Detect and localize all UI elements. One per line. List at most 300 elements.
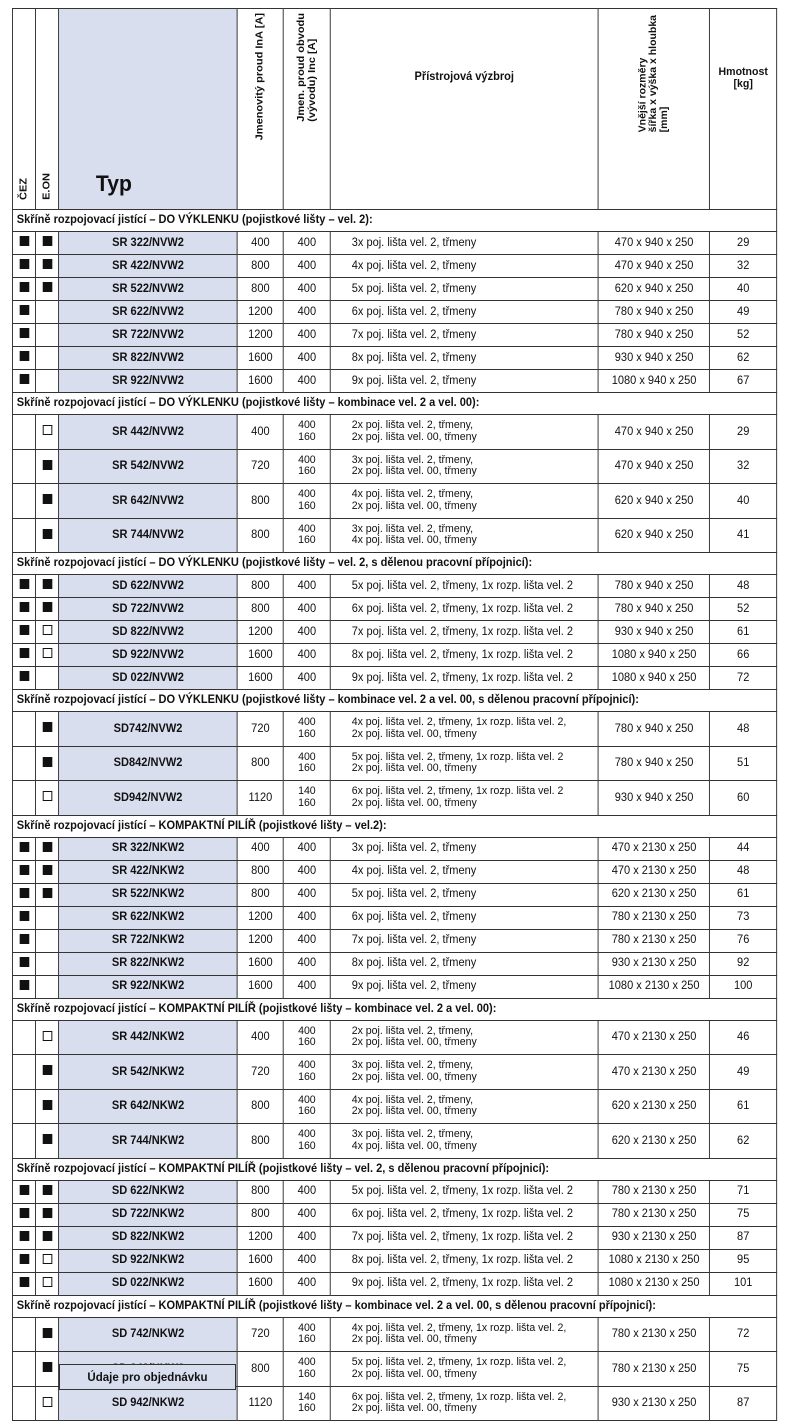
eon-marker xyxy=(36,644,59,667)
weight-cell: 61 xyxy=(710,1089,777,1124)
type-cell: SR 642/NVW2 xyxy=(59,484,237,519)
filled-square-icon xyxy=(19,1277,29,1287)
table-row xyxy=(12,324,776,347)
type-cell: SR 622/NKW2 xyxy=(59,906,237,929)
cez-marker xyxy=(12,347,35,370)
weight-cell: 52 xyxy=(710,598,777,621)
filled-square-icon xyxy=(19,259,29,269)
weight-cell: 72 xyxy=(710,667,777,690)
dimensions-cell: 620 x 940 x 250 xyxy=(598,484,709,519)
section-title: Skříně rozpojovací jistící – DO VÝKLENKU (pojistkové lišty – vel. 2): xyxy=(12,210,776,232)
cez-marker xyxy=(12,860,35,883)
dimensions-cell: 1080 x 2130 x 250 xyxy=(598,1249,709,1272)
circuit-current-cell: 400 xyxy=(284,1180,330,1203)
filled-square-icon xyxy=(19,911,29,921)
type-cell: SR 822/NKW2 xyxy=(59,952,237,975)
section-title: Skříně rozpojovací jistící – KOMPAKTNÍ PILÍŘ (pojistkové lišty – kombinace vel. 2 a vel. 00): xyxy=(12,998,776,1020)
circuit-current-cell: 400 xyxy=(284,929,330,952)
table-row xyxy=(12,975,776,998)
dimensions-cell: 780 x 2130 x 250 xyxy=(598,906,709,929)
rated-current-cell: 1120 xyxy=(237,781,283,816)
equipment-cell: 6x poj. lišta vel. 2, třmeny, 1x rozp. lišta vel. 2, 2x poj. lišta vel. 00, třmeny xyxy=(330,1386,598,1421)
dimensions-cell: 780 x 2130 x 250 xyxy=(598,1203,709,1226)
rated-current-cell: 800 xyxy=(237,1352,283,1387)
table-row xyxy=(12,712,776,747)
circuit-current-cell: 400 xyxy=(284,324,330,347)
rated-current-cell: 800 xyxy=(237,746,283,781)
equipment-cell: 3x poj. lišta vel. 2, třmeny xyxy=(330,837,598,860)
table-row xyxy=(12,929,776,952)
eon-marker xyxy=(36,278,59,301)
circuit-current-cell: 400 xyxy=(284,575,330,598)
table-row xyxy=(12,278,776,301)
type-cell: SD 922/NKW2 xyxy=(59,1249,237,1272)
type-cell: SD 942/NKW2 xyxy=(59,1386,237,1421)
table-row xyxy=(12,781,776,816)
circuit-current-cell: 400 xyxy=(284,301,330,324)
dimensions-cell: 1080 x 2130 x 250 xyxy=(598,975,709,998)
circuit-current-cell: 400 xyxy=(284,370,330,393)
eon-marker xyxy=(36,1352,59,1387)
type-cell: SR 744/NVW2 xyxy=(59,518,237,553)
circuit-current-cell: 140 160 xyxy=(284,1386,330,1421)
circuit-current-cell: 140 160 xyxy=(284,781,330,816)
cez-marker xyxy=(12,952,35,975)
circuit-current-cell: 400 xyxy=(284,621,330,644)
filled-square-icon xyxy=(43,1185,53,1195)
type-cell: SR 922/NKW2 xyxy=(59,975,237,998)
type-cell: SR 822/NVW2 xyxy=(59,347,237,370)
header-rozmery: Vnější rozměry šířka x výška x hloubka [mm] xyxy=(598,9,709,210)
circuit-current-cell: 400 xyxy=(284,975,330,998)
eon-marker xyxy=(36,1386,59,1421)
type-cell: SR 722/NKW2 xyxy=(59,929,237,952)
equipment-cell: 5x poj. lišta vel. 2, třmeny xyxy=(330,883,598,906)
weight-cell: 61 xyxy=(710,621,777,644)
table-row xyxy=(12,837,776,860)
eon-marker xyxy=(36,975,59,998)
eon-marker xyxy=(36,484,59,519)
empty-square-icon xyxy=(43,1277,53,1287)
filled-square-icon xyxy=(19,305,29,315)
filled-square-icon xyxy=(19,957,29,967)
eon-marker xyxy=(36,1055,59,1090)
table-row xyxy=(12,484,776,519)
circuit-current-cell: 400 160 xyxy=(284,1089,330,1124)
table-header-row xyxy=(12,9,776,210)
eon-marker xyxy=(36,324,59,347)
weight-cell: 72 xyxy=(710,1317,777,1352)
type-cell: SD 022/NVW2 xyxy=(59,667,237,690)
filled-square-icon xyxy=(19,648,29,658)
equipment-cell: 6x poj. lišta vel. 2, třmeny xyxy=(330,301,598,324)
dimensions-cell: 470 x 2130 x 250 xyxy=(598,860,709,883)
equipment-cell: 5x poj. lišta vel. 2, třmeny, 1x rozp. lišta vel. 2, 2x poj. lišta vel. 00, třmeny xyxy=(330,1352,598,1387)
equipment-cell: 9x poj. lišta vel. 2, třmeny, 1x rozp. lišta vel. 2 xyxy=(330,667,598,690)
cez-marker xyxy=(12,1226,35,1249)
equipment-cell: 8x poj. lišta vel. 2, třmeny xyxy=(330,347,598,370)
dimensions-cell: 930 x 2130 x 250 xyxy=(598,1386,709,1421)
cez-marker xyxy=(12,746,35,781)
rated-current-cell: 400 xyxy=(237,837,283,860)
section-header-row xyxy=(12,690,776,712)
rated-current-cell: 720 xyxy=(237,712,283,747)
header-jmenovity-proud: Jmenovitý proud InA [A] xyxy=(237,9,283,210)
rated-current-cell: 1200 xyxy=(237,301,283,324)
weight-cell: 48 xyxy=(710,575,777,598)
eon-marker xyxy=(36,837,59,860)
equipment-cell: 3x poj. lišta vel. 2, třmeny xyxy=(330,232,598,255)
weight-cell: 49 xyxy=(710,1055,777,1090)
weight-cell: 87 xyxy=(710,1386,777,1421)
table-row xyxy=(12,415,776,450)
equipment-cell: 7x poj. lišta vel. 2, třmeny, 1x rozp. lišta vel. 2 xyxy=(330,1226,598,1249)
weight-cell: 32 xyxy=(710,255,777,278)
eon-marker xyxy=(36,929,59,952)
filled-square-icon xyxy=(19,625,29,635)
table-row xyxy=(12,232,776,255)
circuit-current-cell: 400 160 xyxy=(284,415,330,450)
dimensions-cell: 470 x 2130 x 250 xyxy=(598,1020,709,1055)
weight-cell: 73 xyxy=(710,906,777,929)
filled-square-icon xyxy=(19,980,29,990)
cez-marker xyxy=(12,781,35,816)
eon-marker xyxy=(36,667,59,690)
eon-marker xyxy=(36,370,59,393)
equipment-cell: 6x poj. lišta vel. 2, třmeny xyxy=(330,906,598,929)
eon-marker xyxy=(36,746,59,781)
table-row xyxy=(12,1180,776,1203)
circuit-current-cell: 400 xyxy=(284,1272,330,1295)
header-typ: Typ xyxy=(59,9,237,210)
weight-cell: 40 xyxy=(710,484,777,519)
cez-marker xyxy=(12,667,35,690)
eon-marker xyxy=(36,883,59,906)
rated-current-cell: 800 xyxy=(237,278,283,301)
eon-marker xyxy=(36,1180,59,1203)
section-header-row xyxy=(12,210,776,232)
eon-marker xyxy=(36,1203,59,1226)
table-row xyxy=(12,255,776,278)
rated-current-cell: 800 xyxy=(237,1180,283,1203)
circuit-current-cell: 400 xyxy=(284,952,330,975)
rated-current-cell: 800 xyxy=(237,598,283,621)
type-cell: SD942/NVW2 xyxy=(59,781,237,816)
table-row xyxy=(12,598,776,621)
cez-marker xyxy=(12,975,35,998)
cez-marker xyxy=(12,415,35,450)
section-header-row xyxy=(12,553,776,575)
rated-current-cell: 1600 xyxy=(237,1272,283,1295)
table-row xyxy=(12,621,776,644)
circuit-current-cell: 400 160 xyxy=(284,1055,330,1090)
dimensions-cell: 780 x 940 x 250 xyxy=(598,301,709,324)
dimensions-cell: 470 x 940 x 250 xyxy=(598,449,709,484)
dimensions-cell: 780 x 940 x 250 xyxy=(598,746,709,781)
equipment-cell: 9x poj. lišta vel. 2, třmeny xyxy=(330,975,598,998)
circuit-current-cell: 400 160 xyxy=(284,746,330,781)
eon-marker xyxy=(36,860,59,883)
equipment-cell: 3x poj. lišta vel. 2, třmeny, 4x poj. lišta vel. 00, třmeny xyxy=(330,1124,598,1159)
weight-cell: 95 xyxy=(710,1249,777,1272)
weight-cell: 87 xyxy=(710,1226,777,1249)
equipment-cell: 3x poj. lišta vel. 2, třmeny, 4x poj. lišta vel. 00, třmeny xyxy=(330,518,598,553)
type-cell: SR 642/NKW2 xyxy=(59,1089,237,1124)
equipment-cell: 8x poj. lišta vel. 2, třmeny, 1x rozp. lišta vel. 2 xyxy=(330,1249,598,1272)
empty-square-icon xyxy=(43,625,53,635)
type-cell: SR 542/NKW2 xyxy=(59,1055,237,1090)
eon-marker xyxy=(36,1089,59,1124)
type-cell: SR 322/NKW2 xyxy=(59,837,237,860)
rated-current-cell: 1600 xyxy=(237,667,283,690)
cez-marker xyxy=(12,324,35,347)
weight-cell: 48 xyxy=(710,712,777,747)
type-cell: SR 322/NVW2 xyxy=(59,232,237,255)
filled-square-icon xyxy=(43,722,53,732)
eon-marker xyxy=(36,449,59,484)
cez-marker xyxy=(12,1249,35,1272)
equipment-cell: 4x poj. lišta vel. 2, třmeny, 1x rozp. lišta vel. 2, 2x poj. lišta vel. 00, třmeny xyxy=(330,712,598,747)
cez-marker xyxy=(12,518,35,553)
empty-square-icon xyxy=(43,425,53,435)
dimensions-cell: 780 x 2130 x 250 xyxy=(598,1352,709,1387)
section-header-row xyxy=(12,815,776,837)
table-row xyxy=(12,644,776,667)
circuit-current-cell: 400 xyxy=(284,837,330,860)
eon-marker xyxy=(36,415,59,450)
rated-current-cell: 1600 xyxy=(237,1249,283,1272)
eon-marker xyxy=(36,781,59,816)
dimensions-cell: 780 x 2130 x 250 xyxy=(598,929,709,952)
weight-cell: 101 xyxy=(710,1272,777,1295)
circuit-current-cell: 400 xyxy=(284,255,330,278)
equipment-cell: 4x poj. lišta vel. 2, třmeny xyxy=(330,860,598,883)
filled-square-icon xyxy=(43,1134,53,1144)
type-cell: SD742/NVW2 xyxy=(59,712,237,747)
circuit-current-cell: 400 xyxy=(284,644,330,667)
section-title: Skříně rozpojovací jistící – DO VÝKLENKU (pojistkové lišty – kombinace vel. 2 a vel. 00): xyxy=(12,393,776,415)
type-cell: SD 722/NVW2 xyxy=(59,598,237,621)
eon-marker xyxy=(36,952,59,975)
equipment-cell: 7x poj. lišta vel. 2, třmeny xyxy=(330,324,598,347)
filled-square-icon xyxy=(43,1100,53,1110)
rated-current-cell: 1600 xyxy=(237,644,283,667)
weight-cell: 60 xyxy=(710,781,777,816)
rated-current-cell: 1200 xyxy=(237,1226,283,1249)
dimensions-cell: 470 x 940 x 250 xyxy=(598,415,709,450)
filled-square-icon xyxy=(43,602,53,612)
filled-square-icon xyxy=(43,1231,53,1241)
dimensions-cell: 620 x 940 x 250 xyxy=(598,278,709,301)
table-row xyxy=(12,1226,776,1249)
dimensions-cell: 780 x 940 x 250 xyxy=(598,324,709,347)
cez-marker xyxy=(12,484,35,519)
eon-marker xyxy=(36,712,59,747)
rated-current-cell: 800 xyxy=(237,484,283,519)
weight-cell: 92 xyxy=(710,952,777,975)
table-row xyxy=(12,883,776,906)
cez-marker xyxy=(12,644,35,667)
weight-cell: 76 xyxy=(710,929,777,952)
type-cell: SD 722/NKW2 xyxy=(59,1203,237,1226)
rated-current-cell: 800 xyxy=(237,860,283,883)
rated-current-cell: 1600 xyxy=(237,975,283,998)
rated-current-cell: 720 xyxy=(237,1055,283,1090)
equipment-cell: 5x poj. lišta vel. 2, třmeny, 1x rozp. lišta vel. 2 xyxy=(330,1180,598,1203)
type-cell: SR 422/NVW2 xyxy=(59,255,237,278)
table-row xyxy=(12,1249,776,1272)
cez-marker xyxy=(12,278,35,301)
cez-marker xyxy=(12,1317,35,1352)
equipment-cell: 5x poj. lišta vel. 2, třmeny, 1x rozp. lišta vel. 2 2x poj. lišta vel. 00, třmeny xyxy=(330,746,598,781)
cez-marker xyxy=(12,1124,35,1159)
rated-current-cell: 400 xyxy=(237,415,283,450)
cez-marker xyxy=(12,1272,35,1295)
equipment-cell: 4x poj. lišta vel. 2, třmeny, 2x poj. lišta vel. 00, třmeny xyxy=(330,1089,598,1124)
table-row xyxy=(12,860,776,883)
product-table xyxy=(12,8,777,1421)
table-row xyxy=(12,301,776,324)
equipment-cell: 3x poj. lišta vel. 2, třmeny, 2x poj. lišta vel. 00, třmeny xyxy=(330,449,598,484)
filled-square-icon xyxy=(19,1231,29,1241)
circuit-current-cell: 400 xyxy=(284,883,330,906)
table-row xyxy=(12,1317,776,1352)
eon-marker xyxy=(36,575,59,598)
section-title: Skříně rozpojovací jistící – DO VÝKLENKU (pojistkové lišty – kombinace vel. 2 a vel. 00, s dělenou pracovní přípojnicí): xyxy=(12,690,776,712)
cez-marker xyxy=(12,1180,35,1203)
circuit-current-cell: 400 160 xyxy=(284,1317,330,1352)
eon-marker xyxy=(36,1124,59,1159)
table-row xyxy=(12,1272,776,1295)
section-header-row xyxy=(12,1295,776,1317)
rated-current-cell: 720 xyxy=(237,1317,283,1352)
table-row xyxy=(12,1203,776,1226)
equipment-cell: 6x poj. lišta vel. 2, třmeny, 1x rozp. lišta vel. 2 xyxy=(330,598,598,621)
header-eon: E.ON xyxy=(36,9,59,210)
cez-marker xyxy=(12,1352,35,1387)
type-cell: SD 822/NVW2 xyxy=(59,621,237,644)
weight-cell: 62 xyxy=(710,1124,777,1159)
weight-cell: 29 xyxy=(710,232,777,255)
cez-marker xyxy=(12,621,35,644)
filled-square-icon xyxy=(43,757,53,767)
dimensions-cell: 780 x 2130 x 250 xyxy=(598,1317,709,1352)
filled-square-icon xyxy=(19,374,29,384)
type-cell: SD 622/NVW2 xyxy=(59,575,237,598)
type-cell: SR 442/NVW2 xyxy=(59,415,237,450)
dimensions-cell: 930 x 2130 x 250 xyxy=(598,952,709,975)
type-cell: SR 542/NVW2 xyxy=(59,449,237,484)
dimensions-cell: 470 x 940 x 250 xyxy=(598,255,709,278)
cez-marker xyxy=(12,1020,35,1055)
dimensions-cell: 620 x 2130 x 250 xyxy=(598,1124,709,1159)
weight-cell: 75 xyxy=(710,1352,777,1387)
filled-square-icon xyxy=(19,282,29,292)
eon-marker xyxy=(36,1249,59,1272)
filled-square-icon xyxy=(43,1065,53,1075)
empty-square-icon xyxy=(43,791,53,801)
filled-square-icon xyxy=(19,1254,29,1264)
dimensions-cell: 780 x 940 x 250 xyxy=(598,575,709,598)
eon-marker xyxy=(36,255,59,278)
circuit-current-cell: 400 xyxy=(284,906,330,929)
type-cell: SR 622/NVW2 xyxy=(59,301,237,324)
cez-marker xyxy=(12,1386,35,1421)
weight-cell: 61 xyxy=(710,883,777,906)
dimensions-cell: 1080 x 940 x 250 xyxy=(598,644,709,667)
filled-square-icon xyxy=(43,1362,53,1372)
section-header-row xyxy=(12,393,776,415)
cez-marker xyxy=(12,370,35,393)
header-jmen-proud-obvodu: Jmen. proud obvodu (vývodu) Inc [A] xyxy=(284,9,330,210)
type-cell: SD842/NVW2 xyxy=(59,746,237,781)
table-row xyxy=(12,518,776,553)
circuit-current-cell: 400 160 xyxy=(284,712,330,747)
circuit-current-cell: 400 xyxy=(284,347,330,370)
type-cell: SR 422/NKW2 xyxy=(59,860,237,883)
type-cell: SD 022/NKW2 xyxy=(59,1272,237,1295)
type-cell: SR 744/NKW2 xyxy=(59,1124,237,1159)
weight-cell: 100 xyxy=(710,975,777,998)
weight-cell: 71 xyxy=(710,1180,777,1203)
type-cell: SR 522/NVW2 xyxy=(59,278,237,301)
circuit-current-cell: 400 xyxy=(284,1203,330,1226)
equipment-cell: 5x poj. lišta vel. 2, třmeny, 1x rozp. lišta vel. 2 xyxy=(330,575,598,598)
dimensions-cell: 470 x 2130 x 250 xyxy=(598,837,709,860)
circuit-current-cell: 400 160 xyxy=(284,518,330,553)
section-title: Skříně rozpojovací jistící – DO VÝKLENKU (pojistkové lišty – vel. 2, s dělenou pracovní přípojnicí): xyxy=(12,553,776,575)
cez-marker xyxy=(12,837,35,860)
type-cell: SR 522/NKW2 xyxy=(59,883,237,906)
equipment-cell: 7x poj. lišta vel. 2, třmeny xyxy=(330,929,598,952)
filled-square-icon xyxy=(19,865,29,875)
rated-current-cell: 1600 xyxy=(237,952,283,975)
eon-marker xyxy=(36,621,59,644)
weight-cell: 75 xyxy=(710,1203,777,1226)
eon-marker xyxy=(36,301,59,324)
section-title: Skříně rozpojovací jistící – KOMPAKTNÍ PILÍŘ (pojistkové lišty – kombinace vel. 2 a vel. 00, s dělenou pracovní přípojnicí): xyxy=(12,1295,776,1317)
cez-marker xyxy=(12,598,35,621)
filled-square-icon xyxy=(43,842,53,852)
filled-square-icon xyxy=(43,529,53,539)
rated-current-cell: 1200 xyxy=(237,621,283,644)
filled-square-icon xyxy=(43,579,53,589)
type-cell: SD 742/NKW2 xyxy=(59,1317,237,1352)
circuit-current-cell: 400 160 xyxy=(284,1352,330,1387)
cez-marker xyxy=(12,1055,35,1090)
type-cell: SR 722/NVW2 xyxy=(59,324,237,347)
dimensions-cell: 620 x 940 x 250 xyxy=(598,518,709,553)
eon-marker xyxy=(36,347,59,370)
circuit-current-cell: 400 160 xyxy=(284,1020,330,1055)
equipment-cell: 4x poj. lišta vel. 2, třmeny, 2x poj. lišta vel. 00, třmeny xyxy=(330,484,598,519)
weight-cell: 29 xyxy=(710,415,777,450)
section-title: Skříně rozpojovací jistící – KOMPAKTNÍ PILÍŘ (pojistkové lišty – vel.2): xyxy=(12,815,776,837)
table-row xyxy=(12,952,776,975)
type-cell: SR 442/NKW2 xyxy=(59,1020,237,1055)
section-header-row xyxy=(12,1158,776,1180)
rated-current-cell: 1200 xyxy=(237,906,283,929)
cez-marker xyxy=(12,449,35,484)
order-info-label: Údaje pro objednávku xyxy=(59,1364,236,1390)
filled-square-icon xyxy=(19,934,29,944)
filled-square-icon xyxy=(19,236,29,246)
rated-current-cell: 800 xyxy=(237,518,283,553)
filled-square-icon xyxy=(19,602,29,612)
filled-square-icon xyxy=(43,282,53,292)
dimensions-cell: 780 x 2130 x 250 xyxy=(598,1180,709,1203)
rated-current-cell: 400 xyxy=(237,1020,283,1055)
